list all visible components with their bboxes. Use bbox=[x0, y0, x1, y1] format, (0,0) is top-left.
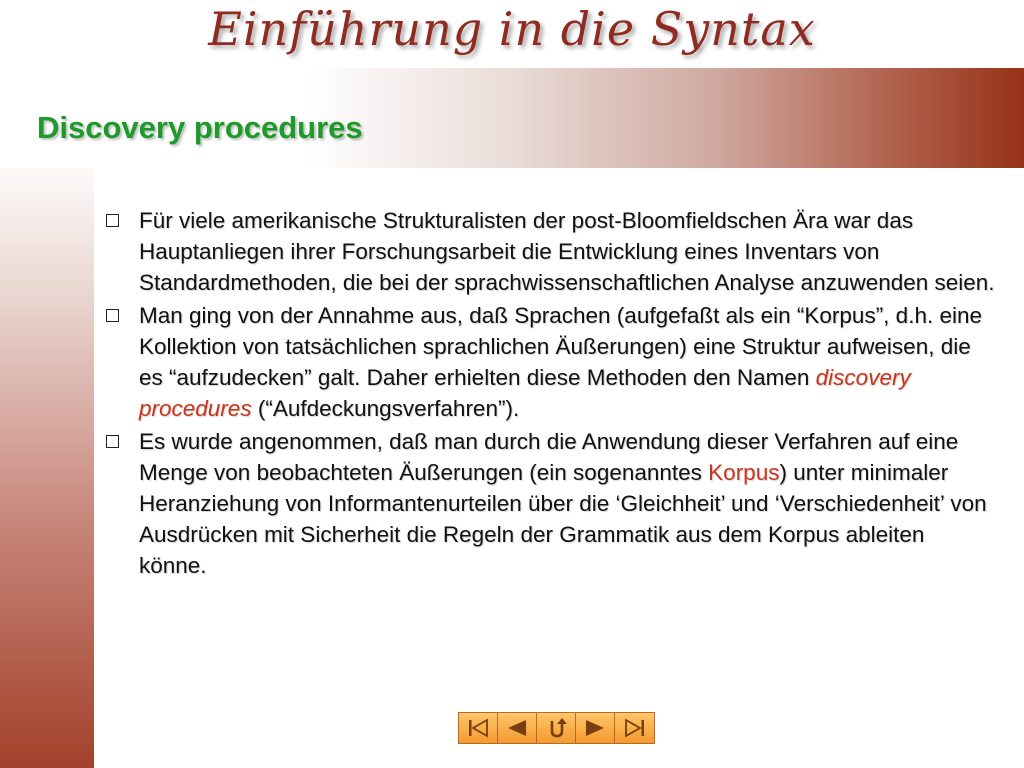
bullet-text bbox=[139, 300, 996, 424]
bullet-text-before: Man ging von der Annahme aus, daß Sprachen (aufgefaßt als ein “Korpus”, d.h. eine Kollektion von tatsächlichen sprachlichen Äußerungen) eine Struktur aufweisen, die es “aufzudecken” galt. Daher erhielten diese Methoden den Namen bbox=[139, 303, 983, 390]
bullet-text-after: ) unter minimaler Heranziehung von Informantenurteilen über die ‘Gleichheit’ und ‘Verschiedenheit’ von Ausdrücken mit Sicherheit die Regeln der Grammatik aus dem Korpus ableiten könne. bbox=[139, 460, 987, 578]
highlighted-term: Korpus bbox=[708, 460, 780, 485]
slide-navigation bbox=[458, 712, 655, 744]
bullet-box-icon bbox=[106, 214, 119, 227]
bullet-text bbox=[139, 426, 996, 581]
return-button[interactable] bbox=[537, 713, 576, 743]
bullet-item-2 bbox=[106, 300, 996, 424]
next-icon bbox=[583, 718, 607, 738]
bullet-text: Für viele amerikanische Strukturalisten der post-Bloomfieldschen Ära war das Hauptanliegen ihrer Forschungsarbeit die Entwicklung eines Inventars von Standardmethoden, die bei der sprachwissenschaftlichen Analyse anzuwenden seien. bbox=[139, 208, 995, 295]
bullet-box-icon bbox=[106, 435, 119, 448]
left-gradient-band bbox=[0, 150, 94, 768]
last-slide-button[interactable] bbox=[615, 713, 654, 743]
previous-icon bbox=[505, 718, 529, 738]
previous-slide-button[interactable] bbox=[498, 713, 537, 743]
slide-heading: Discovery procedures bbox=[37, 110, 363, 145]
return-icon bbox=[544, 717, 568, 739]
first-slide-button[interactable] bbox=[459, 713, 498, 743]
bullet-item-1 bbox=[106, 205, 996, 298]
bullet-text-after: (“Aufdeckungsverfahren”). bbox=[251, 396, 520, 421]
bullet-list bbox=[106, 205, 996, 583]
last-icon bbox=[623, 718, 647, 738]
highlighted-term: discovery procedures bbox=[139, 365, 911, 421]
bullet-text-before: Es wurde angenommen, daß man durch die Anwendung dieser Verfahren auf eine Menge von beobachteten Äußerungen (ein sogenanntes bbox=[139, 429, 959, 485]
bullet-item-3 bbox=[106, 426, 996, 581]
presentation-title: Einführung in die Syntax bbox=[208, 2, 816, 56]
first-icon bbox=[466, 718, 490, 738]
bullet-box-icon bbox=[106, 309, 119, 322]
next-slide-button[interactable] bbox=[576, 713, 615, 743]
